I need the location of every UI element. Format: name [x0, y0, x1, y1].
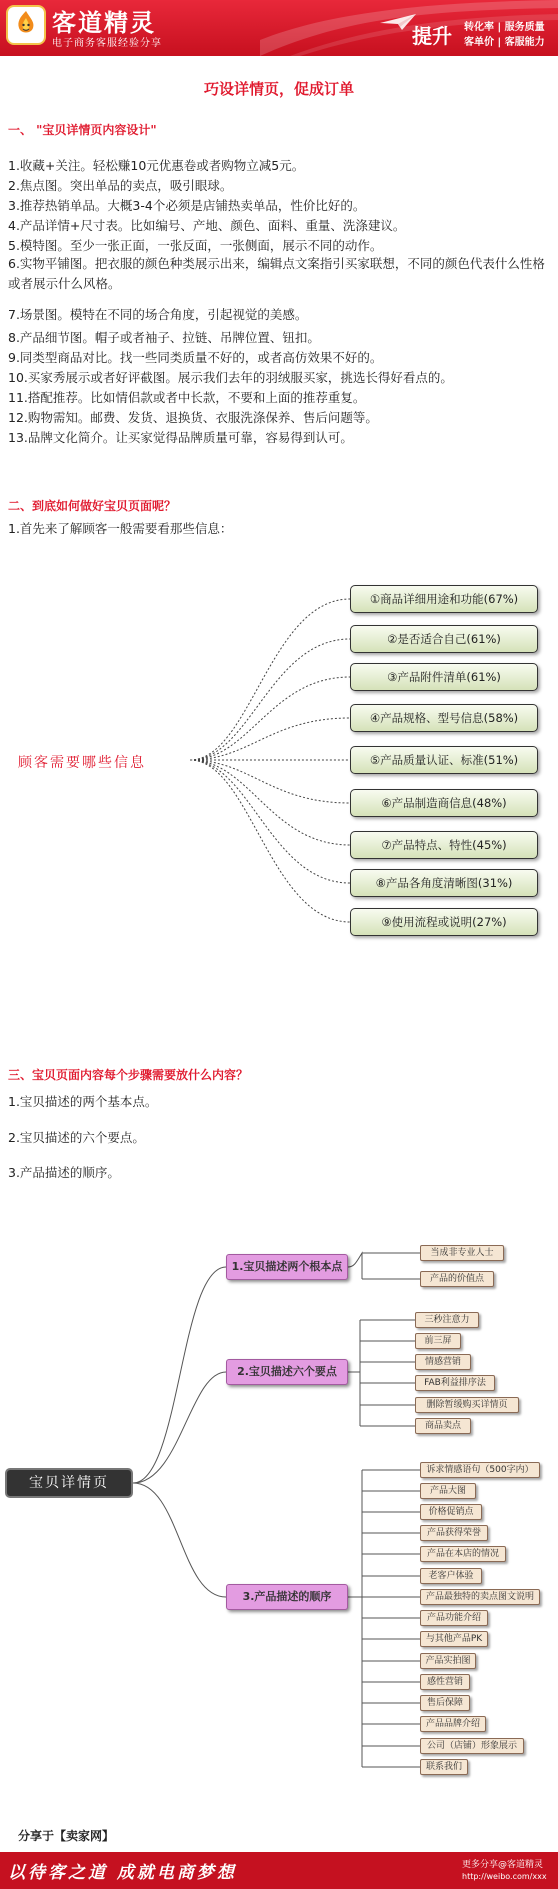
info-box: ⑥产品制造商信息(48%) [350, 789, 538, 817]
section1-item: 11.搭配推荐。比如情侣款或者中长款，不要和上面的推荐重复。 [8, 390, 366, 405]
leaf-node: 老客户体验 [420, 1568, 482, 1584]
footer-banner [0, 1852, 558, 1889]
info-box: ②是否适合自己(61%) [350, 625, 538, 653]
section1-item: 9.同类型商品对比。找一些同类质量不好的，或者高仿效果不好的。 [8, 350, 383, 365]
section1-item: 13.品牌文化简介。让买家觉得品牌质量可靠，容易得到认可。 [8, 430, 353, 445]
leaf-node: 产品品牌介绍 [420, 1716, 486, 1732]
info-box: ⑤产品质量认证、标准(51%) [350, 746, 538, 774]
section3-item: 3.产品描述的顺序。 [8, 1165, 120, 1180]
boost-label: 提升 [412, 24, 452, 48]
section1-item: 8.产品细节图。帽子或者袖子、拉链、吊牌位置、钮扣。 [8, 330, 320, 345]
leaf-node: 情感营销 [415, 1354, 471, 1370]
leaf-node: 产品最独特的卖点图文说明 [420, 1589, 540, 1605]
branch-node: 2.宝贝描述六个要点 [226, 1359, 348, 1385]
section1-item: 6.实物平铺图。把衣服的颜色种类展示出来，编辑点文案指引买家联想，不同的颜色代表什么性格或者展示什么风格。 [8, 256, 545, 291]
section1-item: 1.收藏+关注。轻松赚10元优惠卷或者购物立减5元。 [8, 158, 305, 173]
info-box: ⑦产品特点、特性(45%) [350, 831, 538, 859]
leaf-node: 联系我们 [420, 1759, 468, 1775]
leaf-node: 产品获得荣誉 [420, 1525, 488, 1541]
footer-weibo-link[interactable]: http://weibo.com/xxx [462, 1872, 547, 1881]
section1-item: 2.焦点图。突出单品的卖点，吸引眼球。 [8, 178, 233, 193]
section1-heading: 一、 "宝贝详情页内容设计" [8, 123, 157, 137]
leaf-node: 产品大图 [420, 1483, 476, 1499]
section3-item: 1.宝贝描述的两个基本点。 [8, 1094, 158, 1109]
leaf-node: 删除暂缓购买详情页 [415, 1397, 519, 1413]
info-box: ⑧产品各角度清晰图(31%) [350, 869, 538, 897]
leaf-node: 产品的价值点 [420, 1271, 494, 1287]
leaf-node: 感性营销 [420, 1674, 470, 1690]
leaf-node: 公司（店铺）形象展示 [420, 1738, 524, 1754]
share-source-label: 分享于【卖家网】 [18, 1829, 115, 1843]
leaf-node: 三秒注意力 [415, 1312, 479, 1328]
section2-heading: 二、到底如何做好宝贝页面呢？ [8, 499, 177, 513]
section1-item: 7.场景图。模特在不同的场合角度，引起视觉的美感。 [8, 307, 308, 322]
leaf-node: FAB利益排序法 [415, 1375, 495, 1391]
page-title: 巧设详情页，促成订单 [203, 80, 354, 98]
info-box: ③产品附件清单(61%) [350, 663, 538, 691]
leaf-node: 售后保障 [420, 1695, 470, 1711]
info-box: ①商品详细用途和功能(67%) [350, 585, 538, 613]
section1-item: 10.买家秀展示或者好评截图。展示我们去年的羽绒服买家，挑选长得好看点的。 [8, 370, 453, 385]
leaf-node: 产品在本店的情况 [420, 1546, 506, 1562]
mindmap2-root: 宝贝详情页 [5, 1468, 133, 1498]
leaf-node: 前三屏 [415, 1333, 461, 1349]
leaf-node: 产品实拍图 [420, 1653, 476, 1669]
leaf-node: 价格促销点 [420, 1504, 482, 1520]
leaf-node: 商品卖点 [415, 1418, 471, 1434]
metrics-line-2: 客单价 | 客服能力 [464, 37, 545, 48]
info-box: ⑨使用流程或说明(27%) [350, 908, 538, 936]
leaf-node: 产品功能介绍 [420, 1610, 488, 1626]
footer-more-share: 更多分享@客道精灵 [462, 1860, 544, 1870]
info-box: ④产品规格、型号信息(58%) [350, 704, 538, 732]
section2-intro: 1.首先来了解顾客一般需要看那些信息： [8, 521, 233, 536]
section1-item: 4.产品详情+尺寸表。比如编号、产地、颜色、面料、重量、洗涤建议。 [8, 218, 406, 233]
footer-slogan: 以待客之道 成就电商梦想 [8, 1863, 237, 1883]
logo-subtitle: 电子商务客服经验分享 [52, 38, 162, 49]
branch-node: 3.产品描述的顺序 [226, 1584, 348, 1610]
logo-title: 客道精灵 [52, 9, 156, 37]
branch-node: 1.宝贝描述两个根本点 [226, 1254, 348, 1280]
section1-item: 3.推荐热销单品。大概3-4个必须是店铺热卖单品，性价比好的。 [8, 198, 366, 213]
mindmap1-center-label: 顾客需要哪些信息 [18, 755, 146, 771]
leaf-node: 与其他产品PK [420, 1631, 488, 1647]
section1-item: 12.购物需知。邮费、发货、退换货、衣服洗涤保养、售后问题等。 [8, 410, 378, 425]
leaf-node: 当成非专业人士 [420, 1245, 504, 1261]
section3-heading: 三、宝贝页面内容每个步骤需要放什么内容？ [8, 1068, 249, 1082]
section3-item: 2.宝贝描述的六个要点。 [8, 1130, 145, 1145]
section1-item: 5.模特图。至少一张正面，一张反面，一张侧面，展示不同的动作。 [8, 238, 383, 253]
leaf-node: 诉求情感语句（500字内） [420, 1462, 540, 1478]
metrics-line-1: 转化率 | 服务质量 [464, 22, 545, 33]
